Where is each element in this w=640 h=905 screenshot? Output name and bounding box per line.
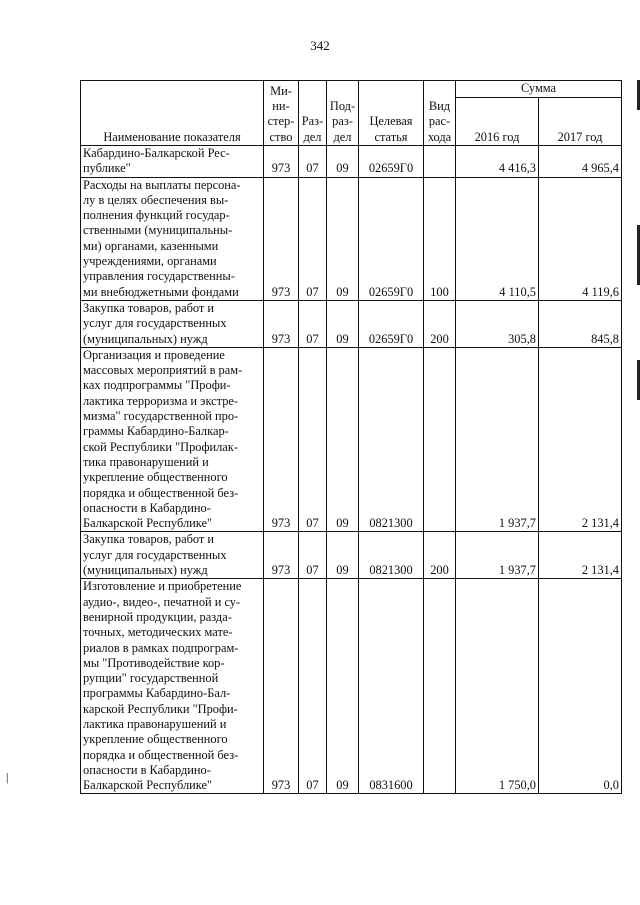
row-ministry: 973 bbox=[264, 532, 299, 579]
row-name: Кабардино-Балкарской Рес- публике" bbox=[81, 146, 264, 178]
header-expense-type bbox=[424, 81, 456, 146]
row-section: 07 bbox=[299, 177, 327, 300]
row-section: 07 bbox=[299, 300, 327, 347]
scan-margin-mark: | bbox=[6, 770, 9, 784]
row-target: 02659Г0 bbox=[359, 300, 424, 347]
header-section bbox=[299, 81, 327, 146]
row-sum-2017: 2 131,4 bbox=[539, 532, 622, 579]
row-target: 02659Г0 bbox=[359, 146, 424, 178]
header-name-text: Наименование показателя bbox=[103, 129, 241, 144]
budget-table bbox=[80, 80, 622, 794]
row-subsection: 09 bbox=[327, 532, 359, 579]
row-section: 07 bbox=[299, 579, 327, 794]
header-sum-text: Сумма bbox=[520, 81, 557, 95]
header-section-text: Раз- дел bbox=[301, 114, 324, 144]
header-year-2017 bbox=[539, 98, 622, 146]
header-subsection-text: Под- раз- дел bbox=[329, 99, 356, 144]
row-target: 0821300 bbox=[359, 532, 424, 579]
row-sum-2017: 4 119,6 bbox=[539, 177, 622, 300]
row-sum-2017: 845,8 bbox=[539, 300, 622, 347]
table-row bbox=[81, 532, 622, 579]
table-row bbox=[81, 300, 622, 347]
row-sum-2016: 4 416,3 bbox=[456, 146, 539, 178]
header-year-2016 bbox=[456, 98, 539, 146]
table-row bbox=[81, 347, 622, 532]
row-name: Расходы на выплаты персона- лу в целях обеспечения вы- полнения функций государ- ственными (муниципальны- ми) органами, казенными учреждениями, органами управления государственны- ми внебюджетными фондами bbox=[81, 177, 264, 300]
row-expense-type: 200 bbox=[424, 300, 456, 347]
row-name: Закупка товаров, работ и услуг для государственных (муниципальных) нужд bbox=[81, 532, 264, 579]
row-sum-2016: 1 937,7 bbox=[456, 532, 539, 579]
row-ministry: 973 bbox=[264, 300, 299, 347]
row-expense-type bbox=[424, 146, 456, 178]
header-subsection bbox=[327, 81, 359, 146]
row-ministry: 973 bbox=[264, 146, 299, 178]
row-name: Закупка товаров, работ и услуг для государственных (муниципальных) нужд bbox=[81, 300, 264, 347]
row-section: 07 bbox=[299, 146, 327, 178]
row-ministry: 973 bbox=[264, 177, 299, 300]
row-expense-type: 100 bbox=[424, 177, 456, 300]
row-target: 0831600 bbox=[359, 579, 424, 794]
header-ministry-text: Ми- ни- стер- ство bbox=[267, 83, 295, 144]
row-subsection: 09 bbox=[327, 579, 359, 794]
header-year-2017-text: 2017 год bbox=[557, 129, 603, 144]
row-target: 02659Г0 bbox=[359, 177, 424, 300]
row-name: Организация и проведение массовых мероприятий в рам- ках подпрограммы "Профи- лактика терроризма и экстре- мизма" государственной про- граммы Кабардино-Балкар- ской Республики "Профилак- тика правонарушений и укрепление общественного порядка и общественной без- опасности в Кабардино- Балкарской Республике" bbox=[81, 347, 264, 532]
row-sum-2016: 305,8 bbox=[456, 300, 539, 347]
page-number: 342 bbox=[310, 38, 330, 53]
table-row bbox=[81, 579, 622, 794]
table-body bbox=[81, 146, 622, 794]
row-target: 0821300 bbox=[359, 347, 424, 532]
row-expense-type: 200 bbox=[424, 532, 456, 579]
row-ministry: 973 bbox=[264, 579, 299, 794]
row-section: 07 bbox=[299, 347, 327, 532]
row-subsection: 09 bbox=[327, 300, 359, 347]
table-row bbox=[81, 177, 622, 300]
row-sum-2016: 1 750,0 bbox=[456, 579, 539, 794]
row-sum-2016: 1 937,7 bbox=[456, 347, 539, 532]
row-sum-2017: 4 965,4 bbox=[539, 146, 622, 178]
row-section: 07 bbox=[299, 532, 327, 579]
header-sum bbox=[456, 81, 622, 98]
row-expense-type bbox=[424, 579, 456, 794]
header-target bbox=[359, 81, 424, 146]
header-year-2016-text: 2016 год bbox=[474, 129, 520, 144]
header-name bbox=[81, 81, 264, 146]
row-sum-2017: 0,0 bbox=[539, 579, 622, 794]
header-expense-type-text: Вид рас- хода bbox=[427, 99, 452, 144]
header-ministry bbox=[264, 81, 299, 146]
row-name: Изготовление и приобретение аудио-, видео-, печатной и су- венирной продукции, разда- точных, методических мате- риалов в рамках подпрограм- мы "Противодействие кор- рупции" государственной программы Кабардино-Бал- карской Республики "Профи- лактика правонарушений и укрепление общественного порядка и общественной без- опасности в Кабардино- Балкарской Республике" bbox=[81, 579, 264, 794]
row-subsection: 09 bbox=[327, 347, 359, 532]
row-expense-type bbox=[424, 347, 456, 532]
header-target-text: Целевая статья bbox=[369, 114, 413, 144]
row-ministry: 973 bbox=[264, 347, 299, 532]
row-subsection: 09 bbox=[327, 177, 359, 300]
row-sum-2016: 4 110,5 bbox=[456, 177, 539, 300]
row-sum-2017: 2 131,4 bbox=[539, 347, 622, 532]
table-row bbox=[81, 146, 622, 178]
row-subsection: 09 bbox=[327, 146, 359, 178]
